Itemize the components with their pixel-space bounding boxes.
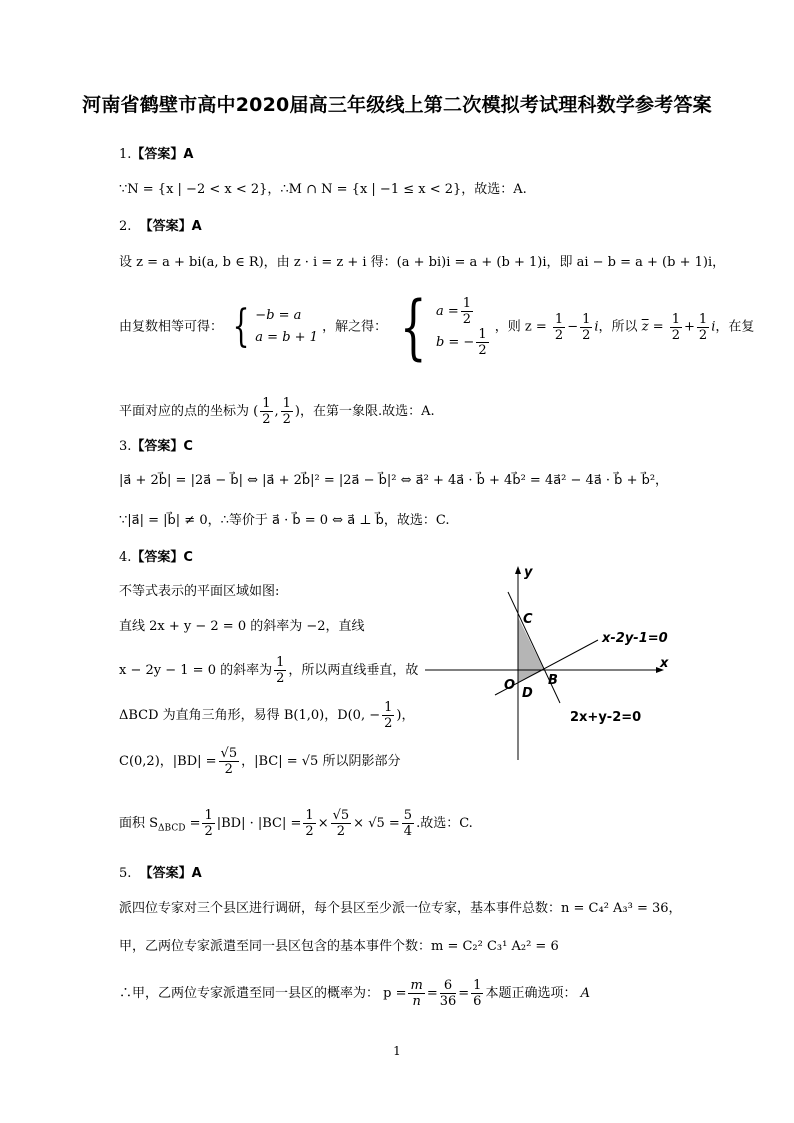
fraction: $\frac{6}{36}$ xyxy=(439,978,457,1009)
q4-region-graph xyxy=(420,560,680,765)
q3-number: 3. xyxy=(119,439,132,454)
q2-system-2 xyxy=(436,296,491,358)
y-axis-arrow xyxy=(515,566,521,574)
sys2-lhs: a = xyxy=(435,304,459,319)
q4-number: 4. xyxy=(119,550,132,565)
page-title: 河南省鹤壁市高中2020届高三年级线上第二次模拟考试理科数学参考答案 xyxy=(82,94,712,116)
y-axis-label: y xyxy=(524,565,533,580)
fraction: $\frac{1}{2}$ xyxy=(276,655,285,686)
q1-solution: ∵N = {x | −2 < x < 2}，∴M ∩ N = {x | −1 ≤ x < 2}，故选：A. xyxy=(119,182,527,197)
sys1-row1: −b = a xyxy=(255,308,302,323)
page-number: 1 xyxy=(393,1044,401,1058)
q2-line2: 由复数相等可得： { −b = a a = b + 1 ，解之得： { a = $\frac{1}{2}$ b = − $\frac{1}{2}$ ，则 z = $\frac{1}{2}$ − $\frac{1}{2}$ i，所以 $\overline{z}$ = $\frac{1}{2}$ + $\frac{1}{2}$ i，在复 xyxy=(119,286,755,368)
fraction: $\frac{1}{2}$ xyxy=(462,296,472,327)
q4-line5: C(0,2)，|BD| = $\frac{√5}{2}$ ，|BC| = √5 所以阴影部分 xyxy=(119,746,401,777)
brace: { xyxy=(400,286,427,368)
q2-text: 由复数相等可得： xyxy=(119,319,224,335)
q4-answer-label: 【答案】C xyxy=(131,550,193,565)
fraction: $\frac{1}{2}$ xyxy=(282,396,291,427)
q3-answer-label: 【答案】C xyxy=(131,439,193,454)
q2-text: ，则 z = xyxy=(494,319,547,335)
fraction: $\frac{1}{2}$ xyxy=(305,808,314,839)
q1-answer-label: 【答案】A xyxy=(131,147,194,162)
q2-header xyxy=(119,218,202,236)
q2-text: ，解之得： xyxy=(322,319,388,335)
z-conjugate: $\overline{z}$ xyxy=(641,319,649,335)
fraction: $\frac{m}{n}$ xyxy=(410,978,423,1009)
fraction: $\frac{1}{2}$ xyxy=(671,311,681,343)
sys2-lhs: b = − xyxy=(435,335,475,350)
q5-answer-label: 【答案】A xyxy=(139,866,202,881)
q2-number: 2. xyxy=(119,219,132,234)
q4-line4: ΔBCD 为直角三角形，易得 B(1,0)，D(0, − $\frac{1}{2}$ )， xyxy=(119,700,415,731)
q4-line2: 直线 2x + y − 2 = 0 的斜率为 −2，直线 xyxy=(119,619,365,634)
fraction: $\frac{√5}{2}$ xyxy=(220,746,238,777)
q3-line1: |a⃗ + 2b⃗| = |2a⃗ − b⃗| ⇔ |a⃗ + 2b⃗|² = |2a⃗ − b⃗|² ⇔ a⃗² + 4a⃗ · b⃗ + 4b⃗² = 4a⃗² − 4a⃗ · b⃗ + b⃗²， xyxy=(119,473,669,488)
q5-line2: 甲，乙两位专家派遣至同一县区包含的基本事件个数：m = C₂² C₃¹ A₂² = 6 xyxy=(119,939,559,954)
q5-header xyxy=(119,865,202,883)
fraction: $\frac{1}{2}$ xyxy=(204,808,213,839)
fraction: $\frac{1}{2}$ xyxy=(554,311,564,343)
fraction: $\frac{1}{2}$ xyxy=(478,327,487,358)
fraction: $\frac{1}{6}$ xyxy=(473,978,482,1009)
fraction: $\frac{1}{2}$ xyxy=(262,396,271,427)
point-c-label: C xyxy=(523,612,533,627)
fraction: $\frac{√5}{2}$ xyxy=(332,808,350,839)
q5-line3: ∴甲，乙两位专家派遣至同一县区的概率为： p = $\frac{m}{n}$ = $\frac{6}{36}$ = $\frac{1}{6}$ 本题正确选项： A xyxy=(119,978,590,1009)
fraction: $\frac{1}{2}$ xyxy=(384,700,393,731)
point-d-label: D xyxy=(522,686,533,701)
q5-line1: 派四位专家对三个县区进行调研，每个县区至少派一位专家，基本事件总数：n = C₄² A₃³ = 36， xyxy=(119,901,682,916)
q2-line3: 平面对应的点的坐标为 ( $\frac{1}{2}$ , $\frac{1}{2}$ )，在第一象限.故选：A. xyxy=(119,396,435,427)
q2-system-1 xyxy=(255,305,318,349)
line2-label: 2x+y-2=0 xyxy=(570,710,642,725)
q4-line3: x − 2y − 1 = 0 的斜率为 $\frac{1}{2}$ ，所以两直线垂直，故 xyxy=(119,655,419,686)
q5-answer: A xyxy=(580,986,590,1001)
line1-label: x-2y-1=0 xyxy=(602,631,668,646)
sys1-row2: a = b + 1 xyxy=(255,330,318,345)
x-axis-label: x xyxy=(660,656,669,671)
q4-line1: 不等式表示的平面区域如图: xyxy=(119,584,280,599)
q5-number: 5. xyxy=(119,866,132,881)
q2-answer-label: 【答案】A xyxy=(139,219,202,234)
q2-line1: 设 z = a + bi(a, b ∈ R)，由 z · i = z + i 得：(a + bi)i = a + (b + 1)i，即 ai − b = a + (b + 1)i， xyxy=(119,255,726,270)
brace: { xyxy=(232,301,250,352)
q2-text: ，所以 xyxy=(598,319,638,335)
fraction: $\frac{5}{4}$ xyxy=(403,808,413,839)
q1-number: 1. xyxy=(119,147,132,162)
fraction: $\frac{1}{2}$ xyxy=(698,311,708,343)
origin-label: O xyxy=(504,678,516,693)
point-b-label: B xyxy=(548,673,558,688)
q2-text: ，在复 xyxy=(715,319,755,335)
q3-line2: ∵|a⃗| = |b⃗| ≠ 0，∴等价于 a⃗ · b⃗ = 0 ⇔ a⃗ ⊥ b⃗，故选：C. xyxy=(119,513,450,528)
fraction: $\frac{1}{2}$ xyxy=(582,311,591,343)
q1-header xyxy=(119,146,193,164)
q4-line6: 面积 $S_{\Delta BCD}$ = $\frac{1}{2}$ |BD| · |BC| = $\frac{1}{2}$ × $\frac{√5}{2}$ × √5 = $\frac{5}{4}$ .故选：C. xyxy=(119,808,473,839)
q3-header xyxy=(119,438,193,456)
q4-header xyxy=(119,549,193,567)
